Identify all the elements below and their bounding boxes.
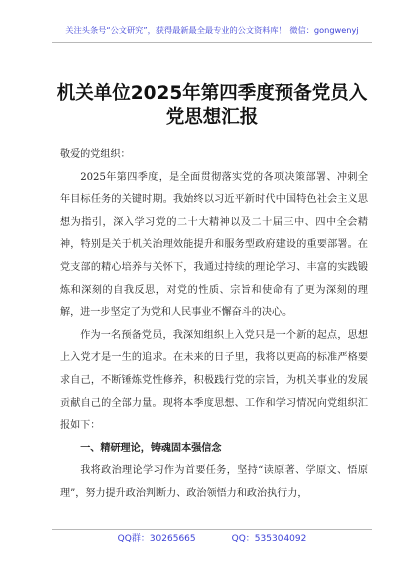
salutation: 敬爱的党组织：: [60, 149, 131, 160]
footer-divider: [52, 529, 372, 530]
document-title-line-1: 机关单位2025年第四季度预备党员入: [56, 83, 368, 104]
document-title-line-2: 党思想汇报: [165, 107, 259, 128]
body-paragraph-2: 作为一名预备党员，我深知组织上入党只是一个新的起点，思想上入党才是一生的追求。在未来的日子里，我将以更高的标准严格要求自己，不断锤炼党性修养，积极践行党的宗旨，为机关事业的发展贡献自己的全部力量。现将本季度思想、工作和学习情况向党组织汇报如下：: [60, 329, 368, 432]
footer-contact: [52, 533, 372, 545]
footer-qq-group: QQ群：30265665: [117, 534, 196, 544]
body-paragraph-1: 2025年第四季度，是全面贯彻落实党的各项决策部署、冲刺全年目标任务的关键时期。我始终以习近平新时代中国特色社会主义思想为指引，深入学习党的二十大精神以及二十届三中、四中全会精神，特别是关于机关治理效能提升和服务型政府建设的重要部署。在党支部的精心培养与关怀下，我通过持续的理论学习、丰富的实践锻炼和深刻的自我反思，对党的性质、宗旨和使命有了更为深刻的理解，进一步坚定了为党和人民事业不懈奋斗的决心。: [60, 171, 368, 319]
section-heading-1: 一、精研理论，铸魂固本强信念: [80, 442, 222, 454]
header-divider: [52, 42, 372, 43]
footer-qq: QQ：535304092: [231, 534, 307, 544]
header-notice: 关注头条号“公文研究”，获得最新最全最专业的公文资料库！ 微信：gongwenyj: [65, 25, 359, 35]
section-1-paragraph: 我将政治理论学习作为首要任务，坚持“读原著、学原文、悟原理”，努力提升政治判断力、政治领悟力和政治执行力，: [60, 465, 368, 499]
document-title: [52, 82, 372, 130]
document-body: [60, 144, 368, 506]
